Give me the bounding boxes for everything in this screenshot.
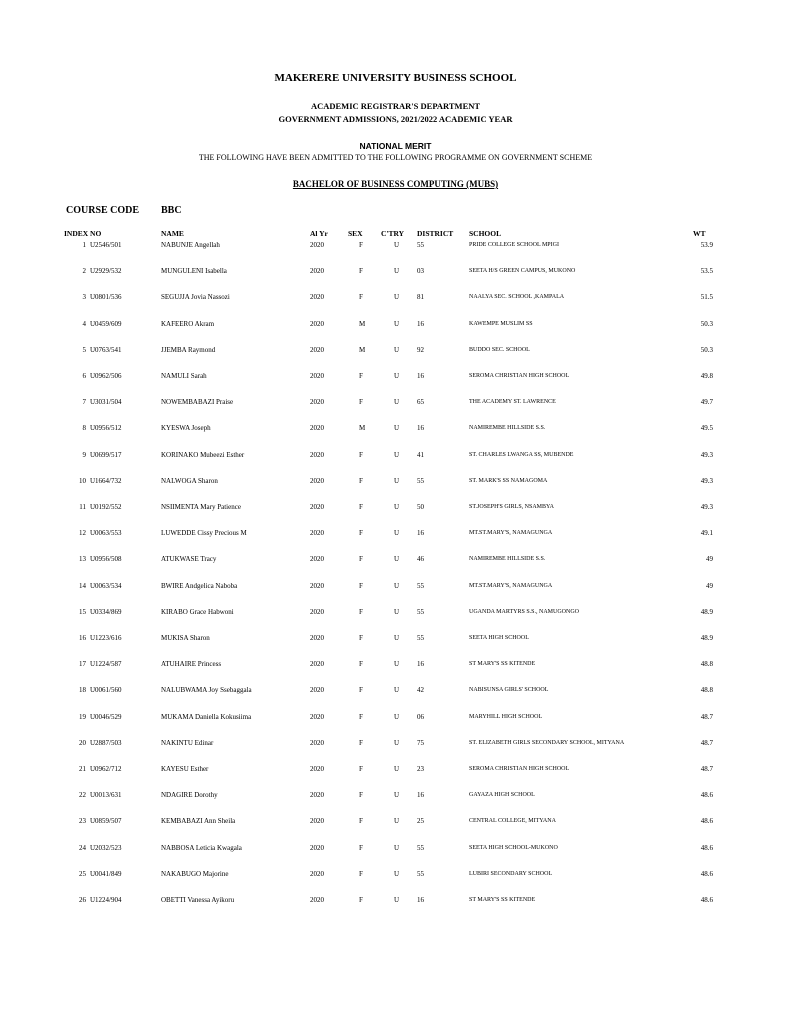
school: KAWEMPE MUSLIM SS	[469, 320, 533, 327]
index-no: U2032/523	[90, 843, 122, 852]
school: ST MARY'S SS KITENDE	[469, 897, 536, 903]
col-sex: SEX	[348, 229, 363, 238]
row-number: 7	[82, 398, 86, 407]
school: CENTRAL COLLEGE, MITYANA	[469, 818, 556, 825]
sex: F	[359, 398, 363, 407]
student-name: NABBOSA Leticia Kwagala	[161, 843, 242, 852]
al-year: 2020	[310, 319, 324, 328]
al-year: 2020	[310, 686, 324, 695]
school: ST MARY'S SS KITENDE	[469, 661, 536, 668]
student-name: KORINAKO Mubeezi Esther	[161, 450, 245, 459]
district: 55	[417, 241, 424, 249]
student-name: LUWEDDE Cissy Precious M	[161, 529, 247, 538]
student-name: MUNGULENI Isabella	[161, 267, 227, 276]
table-row	[0, 503, 791, 515]
col-ctry: C'TRY	[381, 229, 405, 238]
col-name: NAME	[161, 229, 184, 238]
row-number: 5	[82, 345, 86, 354]
weight: 49	[706, 555, 713, 564]
student-name: JJEMBA Raymond	[161, 345, 216, 354]
weight: 48.6	[700, 896, 713, 904]
row-number: 15	[79, 607, 86, 616]
row-number: 19	[79, 712, 86, 721]
table-row	[0, 346, 791, 358]
student-name: KIRABO Grace Habwoni	[161, 607, 234, 616]
al-year: 2020	[310, 843, 324, 852]
sex: F	[359, 267, 363, 276]
table-row	[0, 686, 791, 698]
sex: F	[359, 817, 363, 826]
country: U	[394, 581, 400, 590]
index-no: U2929/532	[90, 267, 122, 276]
weight: 48.6	[700, 843, 713, 852]
table-row	[0, 267, 791, 279]
student-name: KYESWA Joseph	[161, 424, 211, 433]
sex: F	[359, 555, 363, 564]
school: MARYHILL HIGH SCHOOL	[469, 713, 543, 720]
row-number: 12	[79, 529, 86, 538]
school: SEROMA CHRISTIAN HIGH SCHOOL	[469, 373, 570, 379]
student-name: ATUHAIRE Princess	[161, 660, 222, 669]
al-year: 2020	[310, 634, 324, 642]
weight: 51.5	[700, 293, 713, 302]
table-row	[0, 372, 791, 384]
district: 03	[417, 267, 424, 276]
sex: F	[359, 869, 363, 878]
weight: 48.6	[700, 869, 713, 878]
row-number: 23	[79, 817, 86, 826]
table-row	[0, 660, 791, 672]
school: ST. CHARLES LWANGA SS, MUBENDE	[469, 451, 574, 458]
weight: 48.8	[700, 686, 713, 695]
school: SEETA HIGH SCHOOL-MUKONO	[469, 844, 558, 851]
weight: 49.3	[700, 476, 713, 485]
al-year: 2020	[310, 791, 324, 800]
al-year: 2020	[310, 712, 324, 721]
weight: 53.9	[700, 241, 713, 249]
al-year: 2020	[310, 345, 324, 354]
table-row	[0, 896, 791, 908]
weight: 48.8	[700, 660, 713, 669]
col-index: INDEX NO	[64, 229, 102, 238]
weight: 48.7	[700, 765, 713, 773]
index-no: U0962/712	[90, 765, 122, 773]
al-year: 2020	[310, 555, 324, 564]
table-row	[0, 739, 791, 751]
table-row	[0, 477, 791, 489]
sex: F	[359, 791, 363, 800]
index-no: U2546/501	[90, 241, 122, 249]
district: 55	[417, 581, 424, 590]
country: U	[394, 607, 400, 616]
school: SEETA HIGH SCHOOL	[469, 635, 529, 641]
country: U	[394, 896, 400, 904]
row-number: 21	[79, 765, 86, 773]
admissions-title: GOVERNMENT ADMISSIONS, 2021/2022 ACADEMIC YEAR	[278, 114, 513, 124]
al-year: 2020	[310, 607, 324, 616]
row-number: 22	[79, 791, 86, 800]
school: BUDDO SEC. SCHOOL	[469, 346, 530, 353]
student-name: BWIRE Andgelica Naboba	[161, 581, 238, 590]
student-name: NABUNJE Angellah	[161, 241, 220, 249]
weight: 53.5	[700, 267, 713, 276]
col-district: DISTRICT	[417, 229, 454, 238]
country: U	[394, 686, 400, 695]
country: U	[394, 712, 400, 721]
country: U	[394, 476, 400, 485]
student-name: OBETTI Vanessa Ayikoru	[161, 896, 235, 904]
al-year: 2020	[310, 476, 324, 485]
district: 55	[417, 476, 424, 485]
country: U	[394, 241, 400, 249]
student-name: KAFEERO Akram	[161, 319, 215, 328]
sex: F	[359, 581, 363, 590]
index-no: U0956/508	[90, 555, 122, 564]
country: U	[394, 319, 400, 328]
index-no: U0859/507	[90, 817, 122, 826]
district: 65	[417, 398, 424, 407]
country: U	[394, 634, 400, 642]
index-no: U1224/587	[90, 660, 122, 669]
country: U	[394, 738, 400, 747]
table-row	[0, 424, 791, 436]
col-school: SCHOOL	[469, 229, 502, 238]
index-no: U2887/503	[90, 738, 122, 747]
col-wt: WT	[693, 229, 706, 238]
student-name: KEMBABAZI Ann Sheila	[161, 817, 236, 826]
al-year: 2020	[310, 450, 324, 459]
weight: 48.7	[700, 738, 713, 747]
admission-notice: THE FOLLOWING HAVE BEEN ADMITTED TO THE FOLLOWING PROGRAMME ON GOVERNMENT SCHEME	[198, 153, 593, 162]
table-row	[0, 529, 791, 541]
weight: 49.7	[700, 398, 713, 407]
country: U	[394, 869, 400, 878]
table-row	[0, 817, 791, 829]
district: 50	[417, 503, 424, 511]
row-number: 20	[79, 738, 86, 747]
weight: 49.3	[700, 503, 713, 511]
index-no: U0459/609	[90, 319, 122, 328]
row-number: 17	[79, 660, 86, 669]
department-title: ACADEMIC REGISTRAR'S DEPARTMENT	[310, 101, 481, 111]
row-number: 16	[79, 634, 86, 642]
sex: F	[359, 450, 363, 459]
district: 23	[417, 765, 424, 773]
student-name: MUKISA Sharon	[161, 634, 210, 642]
index-no: U0699/517	[90, 450, 122, 459]
school: ST. ELIZABETH GIRLS SECONDARY SCHOOL, MITYANA	[469, 739, 625, 746]
row-number: 26	[79, 896, 86, 904]
sex: F	[359, 476, 363, 485]
al-year: 2020	[310, 660, 324, 669]
table-row	[0, 870, 791, 882]
index-no: U0041/849	[90, 869, 122, 878]
district: 16	[417, 529, 424, 538]
index-no: U0046/529	[90, 712, 122, 721]
row-number: 3	[82, 293, 86, 302]
al-year: 2020	[310, 817, 324, 826]
row-number: 8	[82, 424, 86, 433]
school: MT.ST.MARY'S, NAMAGUNGA	[469, 582, 553, 589]
sex: F	[359, 660, 363, 669]
sex: F	[359, 241, 363, 249]
index-no: U0061/560	[90, 686, 122, 695]
district: 16	[417, 660, 424, 669]
school: MT.ST.MARY'S, NAMAGUNGA	[469, 530, 553, 537]
row-number: 11	[79, 503, 86, 511]
table-row	[0, 713, 791, 725]
programme-title: BACHELOR OF BUSINESS COMPUTING (MUBS)	[292, 179, 499, 189]
school: NAALYA SEC. SCHOOL ,KAMPALA	[469, 294, 565, 301]
al-year: 2020	[310, 738, 324, 747]
weight: 49	[706, 581, 713, 590]
country: U	[394, 529, 400, 538]
weight: 48.6	[700, 791, 713, 800]
district: 46	[417, 555, 424, 564]
student-name: MUKAMA Daniella Kokusiima	[161, 712, 252, 721]
table-row	[0, 844, 791, 856]
student-name: NDAGIRE Dorothy	[161, 791, 218, 800]
sex: F	[359, 896, 363, 904]
table-row	[0, 608, 791, 620]
sex: F	[359, 712, 363, 721]
sex: F	[359, 529, 363, 538]
course-code-label: COURSE CODE	[66, 205, 140, 216]
al-year: 2020	[310, 293, 324, 302]
al-year: 2020	[310, 503, 324, 511]
district: 92	[417, 345, 424, 354]
index-no: U0763/541	[90, 345, 122, 354]
weight: 48.7	[700, 712, 713, 721]
student-name: KAYESU Esther	[161, 765, 209, 773]
school: NAMIREMBE HILLSIDE S.S.	[469, 556, 546, 563]
student-name: SEGUJJA Jovia Nassozi	[161, 293, 230, 302]
table-row	[0, 555, 791, 567]
sex: F	[359, 765, 363, 773]
index-no: U1223/616	[90, 634, 122, 642]
district: 81	[417, 293, 424, 302]
school: ST. MARK'S SS NAMAGOMA	[469, 477, 548, 484]
table-row	[0, 634, 791, 646]
student-name: NALWOGA Sharon	[161, 476, 218, 485]
district: 55	[417, 634, 424, 642]
table-row	[0, 320, 791, 332]
index-no: U0063/553	[90, 529, 122, 538]
student-name: ATUKWASE Tracy	[161, 555, 217, 564]
district: 06	[417, 712, 424, 721]
table-row	[0, 241, 791, 253]
row-number: 10	[79, 476, 86, 485]
row-number: 2	[82, 267, 86, 276]
al-year: 2020	[310, 241, 324, 249]
school: PRIDE COLLEGE SCHOOL MPIGI	[469, 242, 559, 248]
district: 16	[417, 319, 424, 328]
row-number: 13	[79, 555, 86, 564]
district: 55	[417, 843, 424, 852]
al-year: 2020	[310, 896, 324, 904]
country: U	[394, 345, 400, 354]
country: U	[394, 267, 400, 276]
student-name: NAMULI Sarah	[161, 372, 207, 380]
country: U	[394, 817, 400, 826]
sex: F	[359, 634, 363, 642]
al-year: 2020	[310, 398, 324, 407]
al-year: 2020	[310, 581, 324, 590]
index-no: U0334/869	[90, 607, 122, 616]
student-name: NALUBWAMA Joy Ssebaggala	[161, 686, 252, 695]
al-year: 2020	[310, 372, 324, 380]
student-name: NAKINTU Edinar	[161, 738, 214, 747]
school: ST.JOSEPH'S GIRLS, NSAMBYA	[469, 504, 554, 510]
district: 16	[417, 896, 424, 904]
student-name: NSIIMENTA Mary Patience	[161, 503, 241, 511]
school: UGANDA MARTYRS S.S., NAMUGONGO	[469, 608, 579, 615]
weight: 50.3	[700, 319, 713, 328]
sex: M	[359, 319, 366, 328]
district: 16	[417, 424, 424, 433]
country: U	[394, 450, 400, 459]
district: 75	[417, 738, 424, 747]
table-row	[0, 791, 791, 803]
al-year: 2020	[310, 529, 324, 538]
row-number: 6	[82, 372, 86, 380]
index-no: U0962/506	[90, 372, 122, 380]
country: U	[394, 843, 400, 852]
school: NABISUNSA GIRLS' SCHOOL	[469, 687, 549, 694]
school: NAMIREMBE HILLSIDE S.S.	[469, 425, 546, 432]
country: U	[394, 660, 400, 669]
row-number: 9	[82, 450, 86, 459]
sex: F	[359, 843, 363, 852]
col-year: Al Yr	[310, 229, 328, 238]
country: U	[394, 398, 400, 407]
row-number: 18	[79, 686, 86, 695]
district: 16	[417, 372, 424, 380]
index-no: U3031/504	[90, 398, 122, 407]
sex: F	[359, 293, 363, 302]
sex: F	[359, 372, 363, 380]
sex: F	[359, 607, 363, 616]
sex: F	[359, 738, 363, 747]
school: SEROMA CHRISTIAN HIGH SCHOOL	[469, 766, 570, 772]
school: GAYAZA HIGH SCHOOL	[469, 792, 535, 799]
index-no: U1664/732	[90, 476, 122, 485]
school: SEETA H/S GREEN CAMPUS, MUKONO	[469, 268, 576, 275]
merit-title: NATIONAL MERIT	[359, 141, 432, 151]
index-no: U0192/552	[90, 503, 122, 511]
al-year: 2020	[310, 765, 324, 773]
index-no: U0013/631	[90, 791, 122, 800]
row-number: 24	[79, 843, 86, 852]
country: U	[394, 372, 400, 380]
country: U	[394, 765, 400, 773]
table-row	[0, 582, 791, 594]
weight: 49.5	[700, 424, 713, 433]
country: U	[394, 293, 400, 302]
university-title: MAKERERE UNIVERSITY BUSINESS SCHOOL	[274, 72, 517, 84]
weight: 48.9	[700, 607, 713, 616]
student-name: NOWEMBABAZI Praise	[161, 398, 234, 407]
sex: F	[359, 503, 363, 511]
row-number: 14	[79, 581, 86, 590]
sex: M	[359, 345, 366, 354]
al-year: 2020	[310, 267, 324, 276]
table-row	[0, 451, 791, 463]
sex: M	[359, 424, 366, 433]
sex: F	[359, 686, 363, 695]
index-no: U0801/536	[90, 293, 122, 302]
country: U	[394, 555, 400, 564]
country: U	[394, 424, 400, 433]
table-row	[0, 293, 791, 305]
course-code-value: BBC	[161, 205, 182, 216]
school: THE ACADEMY ST. LAWRENCE	[469, 399, 556, 406]
district: 25	[417, 817, 424, 826]
country: U	[394, 503, 400, 511]
district: 42	[417, 686, 424, 695]
weight: 49.1	[700, 529, 713, 538]
weight: 50.3	[700, 345, 713, 354]
row-number: 4	[82, 319, 86, 328]
weight: 48.6	[700, 817, 713, 826]
weight: 48.9	[700, 634, 713, 642]
row-number: 1	[82, 241, 86, 249]
weight: 49.8	[700, 372, 713, 380]
index-no: U0956/512	[90, 424, 122, 433]
al-year: 2020	[310, 869, 324, 878]
table-row	[0, 398, 791, 410]
index-no: U1224/904	[90, 896, 122, 904]
district: 55	[417, 869, 424, 878]
al-year: 2020	[310, 424, 324, 433]
district: 16	[417, 791, 424, 800]
weight: 49.3	[700, 450, 713, 459]
district: 41	[417, 450, 424, 459]
index-no: U0063/534	[90, 581, 122, 590]
row-number: 25	[79, 869, 86, 878]
country: U	[394, 791, 400, 800]
district: 55	[417, 607, 424, 616]
school: LUBIRI SECONDARY SCHOOL	[469, 870, 553, 877]
student-name: NAKABUGO Majorine	[161, 869, 229, 878]
table-row	[0, 765, 791, 777]
